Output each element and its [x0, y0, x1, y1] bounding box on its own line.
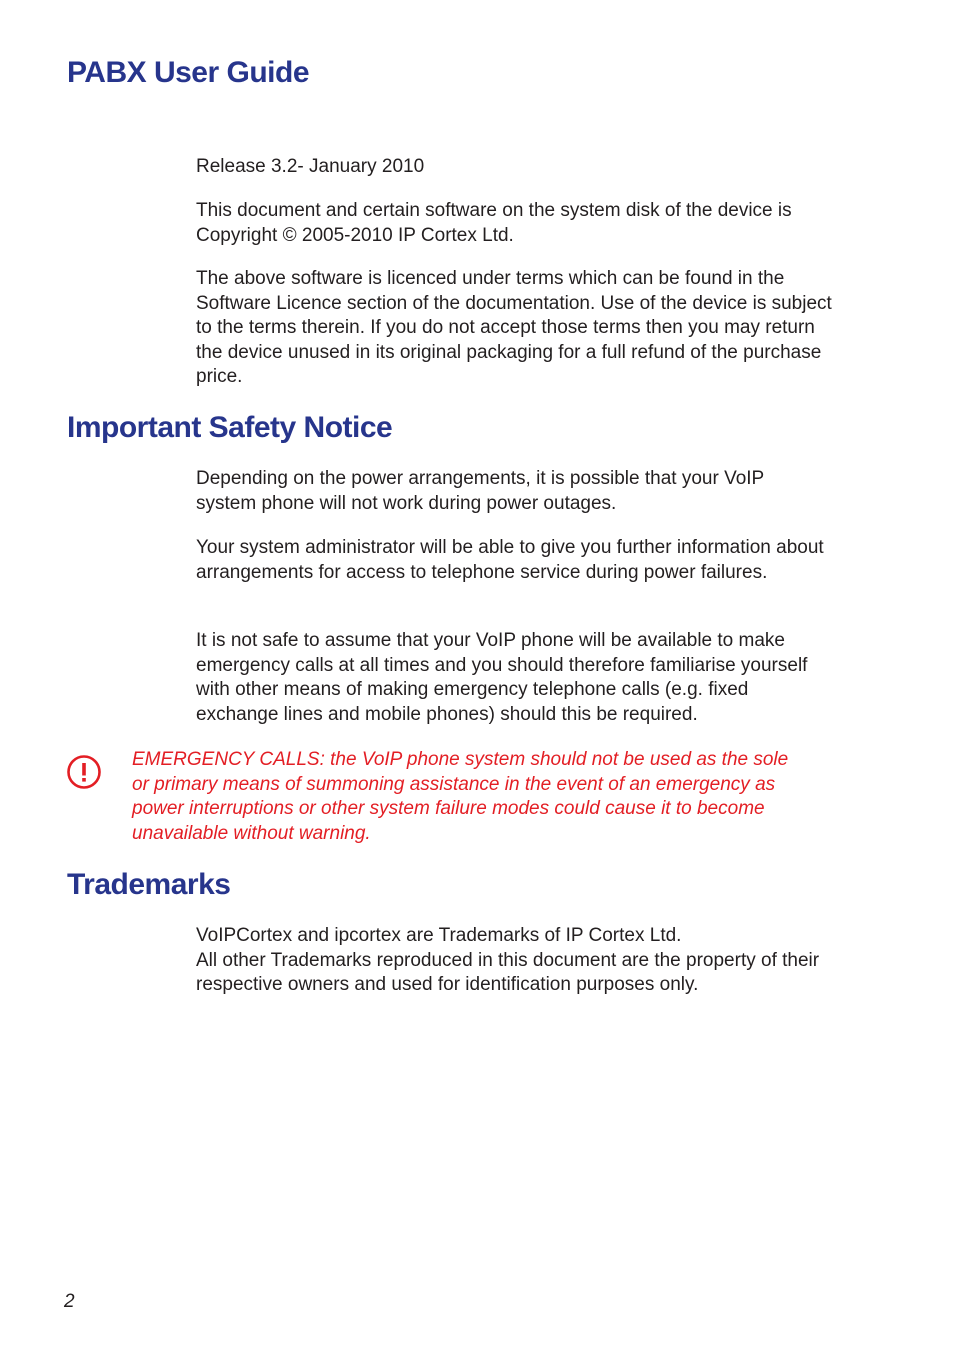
trademarks-text	[196, 924, 836, 998]
page-number: 2	[64, 1291, 75, 1312]
trademarks-heading: Trademarks	[67, 868, 231, 901]
safety-paragraph: Your system administrator will be able to give you further information about arrangements for access to telephone service during power failures.	[196, 537, 824, 583]
safety-paragraph: Depending on the power arrangements, it is possible that your VoIP system phone will not work during power outages.	[196, 468, 764, 514]
licence-paragraph: The above software is licenced under terms which can be found in the Software Licence section of the documentation. Use of the device is subject to the terms therein. If you do not accept those terms then you may return the device unused in its original packaging for a full refund of the purchase price.	[196, 268, 832, 388]
emergency-warning-text: EMERGENCY CALLS: the VoIP phone system should not be used as the sole or primary means of summoning assistance in the event of an emergency as power interruptions or other system failure modes could cause it to become unavailable without warning.	[132, 749, 789, 844]
release-text: Release 3.2- January 2010	[196, 156, 425, 177]
trademarks-line: All other Trademarks reproduced in this document are the property of their respective owners and used for identification purposes only.	[196, 949, 820, 996]
safety-heading: Important Safety Notice	[67, 411, 393, 444]
page-title: PABX User Guide	[67, 56, 310, 89]
copyright-paragraph: This document and certain software on the system disk of the device is Copyright © 2005-2010 IP Cortex Ltd.	[196, 200, 792, 246]
exclamation-circle-icon	[67, 755, 101, 789]
trademarks-line: VoIPCortex and ipcortex are Trademarks of IP Cortex Ltd.	[196, 925, 682, 946]
safety-paragraph: It is not safe to assume that your VoIP phone will be available to make emergency calls at all times and you should therefore familiarise yourself with other means of making emergency telephone calls (e.g. fixed exchange lines and mobile phones) should this be required.	[196, 630, 808, 725]
